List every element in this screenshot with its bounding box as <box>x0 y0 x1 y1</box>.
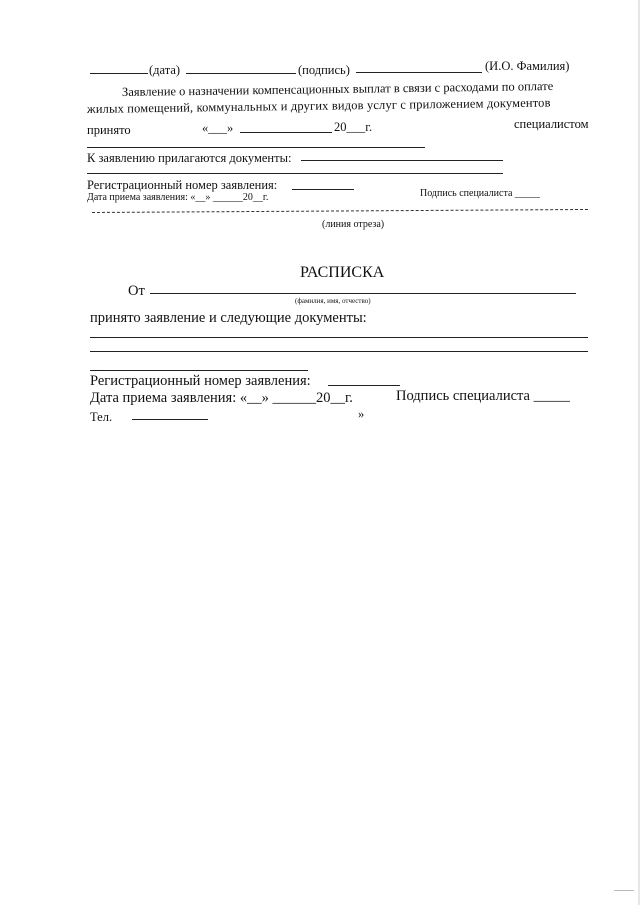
receipt-accepted-docs-label: принято заявление и следующие документы: <box>90 310 367 326</box>
accepted-year: 20___г. <box>334 120 373 134</box>
receipt-docs-line3 <box>90 370 308 371</box>
sign-label: (подпись) <box>298 63 350 77</box>
date-label: (дата) <box>149 63 181 77</box>
receipt-docs-line1 <box>90 337 588 338</box>
receipt-specialist-sign-label: Подпись специалиста _____ <box>396 388 570 404</box>
receipt-from-hint: (фамилия, имя, отчество) <box>295 297 371 305</box>
accepted-date-open: «___» <box>202 121 234 135</box>
receipt-quote-mark: » <box>358 407 365 421</box>
application-text-line1: Заявление о назначении компенсационных выплат в связи с расходами по оплате <box>121 78 554 99</box>
receipt-from-label: От <box>128 283 145 299</box>
sign-underline <box>186 73 296 74</box>
specialist-name-underline <box>87 147 425 148</box>
receipt-docs-line2 <box>90 351 588 352</box>
reg-number-underline <box>292 189 354 190</box>
specialist-sign-label: Подпись специалиста _____ <box>420 188 540 199</box>
specialist-label: специалистом <box>514 117 589 131</box>
accepted-label: принято <box>87 123 131 137</box>
reg-number-label: Регистрационный номер заявления: <box>87 178 278 192</box>
receipt-tel-underline <box>132 419 208 420</box>
name-label: (И.О. Фамилия) <box>485 59 570 73</box>
page-edge-mark <box>614 890 634 891</box>
application-text-line2: жилых помещений, коммунальных и других видов услуг с приложением документов <box>86 95 551 116</box>
cut-line-label: (линия отреза) <box>322 219 385 230</box>
attached-docs-label: К заявлению прилагаются документы: <box>87 151 292 165</box>
cut-line <box>92 209 588 213</box>
receipt-from-underline <box>150 293 576 294</box>
date-received-label: Дата приема заявления: «__» ______20__г. <box>87 192 269 203</box>
date-underline <box>90 73 148 74</box>
name-underline <box>356 72 482 73</box>
receipt-reg-number-underline <box>328 385 400 386</box>
attached-docs-underline <box>301 160 503 161</box>
receipt-tel-label: Тел. <box>90 410 113 424</box>
receipt-reg-number-label: Регистрационный номер заявления: <box>90 373 311 389</box>
receipt-title: РАСПИСКА <box>300 264 385 281</box>
receipt-date-received-label: Дата приема заявления: «__» ______20__г. <box>90 390 353 406</box>
accepted-date-underline <box>240 132 332 133</box>
attached-docs-line2 <box>87 173 503 174</box>
